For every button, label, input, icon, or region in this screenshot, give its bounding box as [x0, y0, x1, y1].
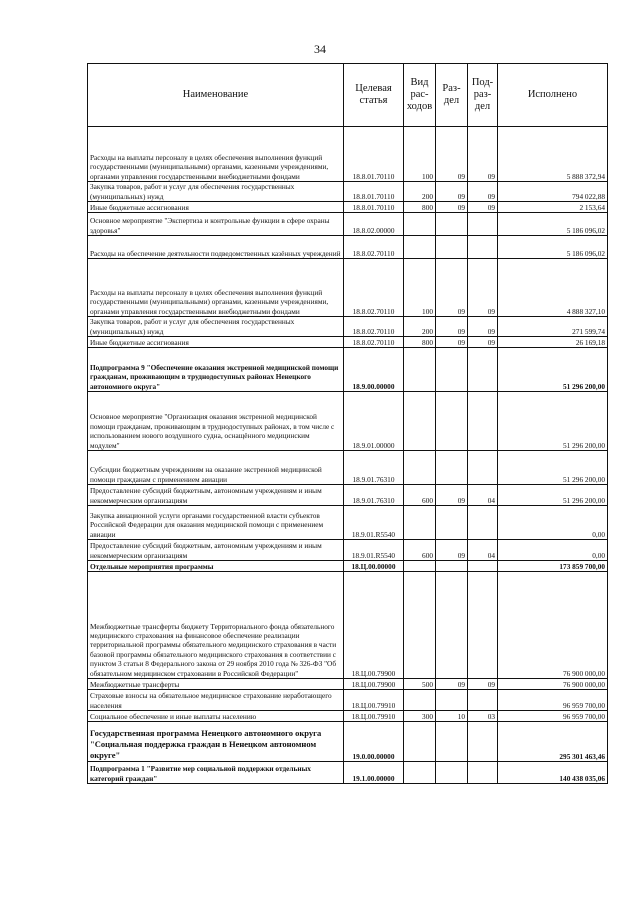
- row-subsection: 09: [468, 317, 498, 337]
- row-section: 09: [436, 337, 468, 348]
- table-row: [88, 690, 608, 711]
- row-name: Страховые взносы на обязательное медицинское страхование неработающего населения: [88, 690, 344, 711]
- row-kind: [404, 690, 436, 711]
- row-target: 18.Ц.00.79910: [344, 690, 404, 711]
- table-row: [88, 762, 608, 784]
- row-kind: [404, 722, 436, 762]
- table-row: [88, 711, 608, 722]
- row-amount: 295 301 463,46: [498, 722, 608, 762]
- table-row: [88, 337, 608, 348]
- row-name: Межбюджетные трансферты бюджету Территориального фонда обязательного медицинского страхования на финансовое обеспечение реализации территориальной программы обязательного медицинского страхования в части базовой программы обязательного медицинского страхования в соответствии с пунктом 3 статьи 8 Федерального закона от 29 ноября 2010 года № 326-ФЗ "Об обязательном медицинском страховании в Российской Федерации": [88, 572, 344, 679]
- row-subsection: [468, 451, 498, 485]
- row-subsection: [468, 722, 498, 762]
- row-amount: 5 186 096,02: [498, 236, 608, 259]
- header-name: Наименование: [88, 64, 344, 127]
- row-kind: [404, 506, 436, 540]
- row-target: 18.8.02.00000: [344, 213, 404, 236]
- row-target: 18.8.02.70110: [344, 317, 404, 337]
- row-kind: 100: [404, 127, 436, 182]
- row-amount: 26 169,18: [498, 337, 608, 348]
- header-subsection: Под- раз- дел: [468, 64, 498, 127]
- row-amount: 2 153,64: [498, 202, 608, 213]
- row-amount: 5 186 096,02: [498, 213, 608, 236]
- header-row: [88, 64, 608, 127]
- row-subsection: [468, 392, 498, 451]
- row-name: Подпрограмма 1 "Развитие мер социальной поддержки отдельных категорий граждан": [88, 762, 344, 784]
- row-kind: [404, 236, 436, 259]
- row-section: 09: [436, 679, 468, 690]
- row-kind: [404, 213, 436, 236]
- row-subsection: [468, 572, 498, 679]
- row-kind: [404, 348, 436, 392]
- row-target: 18.8.02.70110: [344, 236, 404, 259]
- row-name: Расходы на выплаты персоналу в целях обеспечения выполнения функций государственными (муниципальными) органами, казенными учреждениями, органами управления государственными внебюджетными фондами: [88, 259, 344, 317]
- row-section: [436, 451, 468, 485]
- row-name: Основное мероприятие "Организация оказания экстренной медицинской помощи гражданам, проживающим в труднодоступных районах, в том числе с использованием нового воздушного судна, оснащённого медицинским модулем": [88, 392, 344, 451]
- row-subsection: [468, 348, 498, 392]
- table-row: [88, 259, 608, 317]
- table-row: [88, 722, 608, 762]
- table-row: [88, 182, 608, 202]
- row-kind: 200: [404, 317, 436, 337]
- page-number: 34: [314, 42, 326, 56]
- row-amount: 140 438 035,06: [498, 762, 608, 784]
- row-amount: 173 859 700,00: [498, 561, 608, 572]
- row-name: Расходы на обеспечение деятельности подведомственных казённых учреждений: [88, 236, 344, 259]
- row-section: 10: [436, 711, 468, 722]
- row-kind: 800: [404, 202, 436, 213]
- row-target: 18.9.00.00000: [344, 348, 404, 392]
- row-section: [436, 236, 468, 259]
- row-name: Межбюджетные трансферты: [88, 679, 344, 690]
- row-section: [436, 762, 468, 784]
- table-row: [88, 506, 608, 540]
- row-section: [436, 392, 468, 451]
- row-kind: 800: [404, 337, 436, 348]
- budget-table: [87, 63, 608, 784]
- row-subsection: 09: [468, 127, 498, 182]
- table-row: [88, 213, 608, 236]
- row-kind: 100: [404, 259, 436, 317]
- row-amount: 51 296 200,00: [498, 392, 608, 451]
- row-target: 18.Ц.00.79900: [344, 572, 404, 679]
- table-row: [88, 572, 608, 679]
- row-amount: 76 900 000,00: [498, 679, 608, 690]
- row-name: Закупка товаров, работ и услуг для обеспечения государственных (муниципальных) нужд: [88, 182, 344, 202]
- row-amount: 76 900 000,00: [498, 572, 608, 679]
- table-row: [88, 236, 608, 259]
- row-subsection: [468, 561, 498, 572]
- table-row: [88, 392, 608, 451]
- table-row: [88, 540, 608, 561]
- row-target: 18.Ц.00.79910: [344, 711, 404, 722]
- table-row: [88, 202, 608, 213]
- row-section: 09: [436, 259, 468, 317]
- row-kind: [404, 561, 436, 572]
- table-row: [88, 679, 608, 690]
- row-section: 09: [436, 182, 468, 202]
- row-target: 18.8.02.70110: [344, 259, 404, 317]
- header-target: Целевая статья: [344, 64, 404, 127]
- row-subsection: [468, 236, 498, 259]
- row-amount: 271 599,74: [498, 317, 608, 337]
- row-section: 09: [436, 202, 468, 213]
- row-section: [436, 561, 468, 572]
- row-kind: 600: [404, 485, 436, 506]
- row-section: [436, 213, 468, 236]
- row-name: Иные бюджетные ассигнования: [88, 202, 344, 213]
- row-amount: 96 959 700,00: [498, 711, 608, 722]
- row-amount: 4 888 327,10: [498, 259, 608, 317]
- row-amount: 96 959 700,00: [498, 690, 608, 711]
- row-kind: [404, 392, 436, 451]
- row-section: 09: [436, 127, 468, 182]
- row-target: 18.9.01.R5540: [344, 506, 404, 540]
- header-section: Раз- дел: [436, 64, 468, 127]
- row-section: 09: [436, 317, 468, 337]
- row-target: 18.9.01.76310: [344, 485, 404, 506]
- row-kind: [404, 451, 436, 485]
- row-amount: 51 296 200,00: [498, 485, 608, 506]
- table-row: [88, 317, 608, 337]
- row-section: 09: [436, 485, 468, 506]
- row-target: 19.1.00.00000: [344, 762, 404, 784]
- row-kind: 600: [404, 540, 436, 561]
- table-row: [88, 127, 608, 182]
- row-target: 18.Ц.00.00000: [344, 561, 404, 572]
- row-amount: 794 022,88: [498, 182, 608, 202]
- row-name: Основное мероприятие "Экспертиза и контрольные функции в сфере охраны здоровья": [88, 213, 344, 236]
- row-subsection: 09: [468, 337, 498, 348]
- row-section: [436, 572, 468, 679]
- row-subsection: 09: [468, 679, 498, 690]
- row-name: Закупка товаров, работ и услуг для обеспечения государственных (муниципальных) нужд: [88, 317, 344, 337]
- row-amount: 0,00: [498, 506, 608, 540]
- header-kind: Вид рас- ходов: [404, 64, 436, 127]
- row-name: Закупка авиационной услуги органами государственной власти субъектов Российской Федерации для оказания медицинской помощи с применением авиации: [88, 506, 344, 540]
- row-subsection: 03: [468, 711, 498, 722]
- row-target: 19.0.00.00000: [344, 722, 404, 762]
- row-name: Субсидии бюджетным учреждениям на оказание экстренной медицинской помощи гражданам с применением авиации: [88, 451, 344, 485]
- row-section: [436, 348, 468, 392]
- row-name: Отдельные мероприятия программы: [88, 561, 344, 572]
- row-subsection: 09: [468, 259, 498, 317]
- row-amount: 51 296 200,00: [498, 451, 608, 485]
- row-section: 09: [436, 540, 468, 561]
- row-target: 18.8.01.70110: [344, 202, 404, 213]
- table-row: [88, 451, 608, 485]
- row-subsection: 04: [468, 485, 498, 506]
- row-section: [436, 722, 468, 762]
- row-section: [436, 506, 468, 540]
- row-name: Социальное обеспечение и иные выплаты населению: [88, 711, 344, 722]
- row-name: Предоставление субсидий бюджетным, автономным учреждениям и иным некоммерческим организациям: [88, 540, 344, 561]
- row-subsection: [468, 762, 498, 784]
- row-name: Предоставление субсидий бюджетным, автономным учреждениям и иным некоммерческим организациям: [88, 485, 344, 506]
- row-subsection: 09: [468, 182, 498, 202]
- row-subsection: [468, 690, 498, 711]
- row-section: [436, 690, 468, 711]
- row-target: 18.9.01.76310: [344, 451, 404, 485]
- row-kind: [404, 762, 436, 784]
- row-name: Иные бюджетные ассигнования: [88, 337, 344, 348]
- header-done: Исполнено: [498, 64, 608, 127]
- row-name: Государственная программа Ненецкого автономного округа "Социальная поддержка граждан в Ненецком автономном округе": [88, 722, 344, 762]
- row-subsection: 04: [468, 540, 498, 561]
- row-target: 18.Ц.00.79900: [344, 679, 404, 690]
- row-target: 18.9.01.R5540: [344, 540, 404, 561]
- row-name: Подпрограмма 9 "Обеспечение оказания экстренной медицинской помощи гражданам, проживающим в труднодоступных районах Ненецкого автономного округа": [88, 348, 344, 392]
- row-subsection: [468, 213, 498, 236]
- row-kind: 300: [404, 711, 436, 722]
- row-amount: 5 888 372,94: [498, 127, 608, 182]
- row-target: 18.8.01.70110: [344, 182, 404, 202]
- row-kind: 500: [404, 679, 436, 690]
- row-target: 18.9.01.00000: [344, 392, 404, 451]
- row-target: 18.8.02.70110: [344, 337, 404, 348]
- row-amount: 0,00: [498, 540, 608, 561]
- table-row: [88, 561, 608, 572]
- row-name: Расходы на выплаты персоналу в целях обеспечения выполнения функций государственными (муниципальными) органами, казенными учреждениями, органами управления государственными внебюджетными фондами: [88, 127, 344, 182]
- row-subsection: [468, 506, 498, 540]
- row-amount: 51 296 200,00: [498, 348, 608, 392]
- row-subsection: 09: [468, 202, 498, 213]
- row-kind: [404, 572, 436, 679]
- row-kind: 200: [404, 182, 436, 202]
- table-row: [88, 348, 608, 392]
- table-row: [88, 485, 608, 506]
- row-target: 18.8.01.70110: [344, 127, 404, 182]
